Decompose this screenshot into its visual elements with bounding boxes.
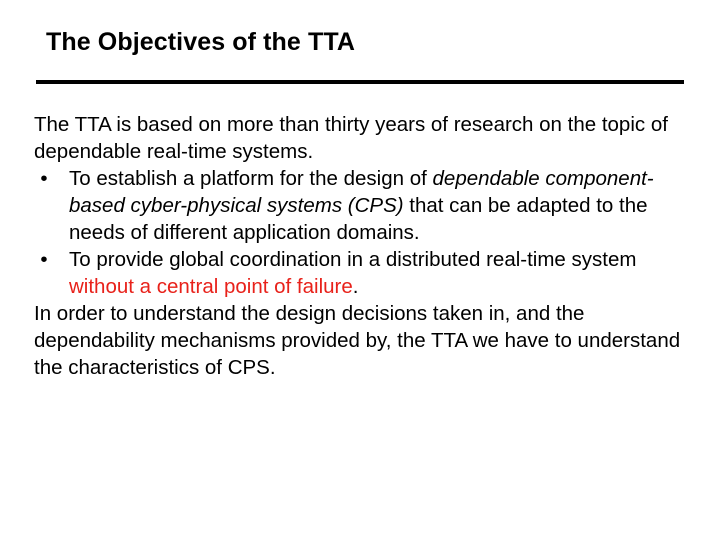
objective-text: To provide global coordination in a distributed real-time system bbox=[69, 248, 637, 271]
objective-text: . bbox=[352, 275, 359, 298]
objectives-list bbox=[34, 165, 684, 300]
objective-emphasis: dependable component-based cyber-physical systems (CPS) bbox=[69, 167, 654, 217]
slide-body bbox=[34, 111, 684, 381]
objective-item-coordination bbox=[34, 246, 684, 300]
slide-title: The Objectives of the TTA bbox=[46, 28, 356, 56]
intro-paragraph: The TTA is based on more than thirty years of research on the topic of dependable real-time systems. bbox=[34, 113, 668, 163]
objective-highlight: without a central point of failure bbox=[69, 275, 353, 298]
objective-item-platform bbox=[34, 165, 684, 246]
bullet-icon: • bbox=[40, 248, 48, 271]
title-divider bbox=[36, 80, 684, 84]
closing-paragraph: In order to understand the design decisions taken in, and the dependability mechanisms provided by, the TTA we have to understand the characteristics of CPS. bbox=[34, 302, 681, 379]
objective-text: To establish a platform for the design of bbox=[69, 167, 433, 190]
objective-text: that can be adapted to the needs of different application domains. bbox=[69, 194, 648, 244]
bullet-icon: • bbox=[40, 167, 48, 190]
